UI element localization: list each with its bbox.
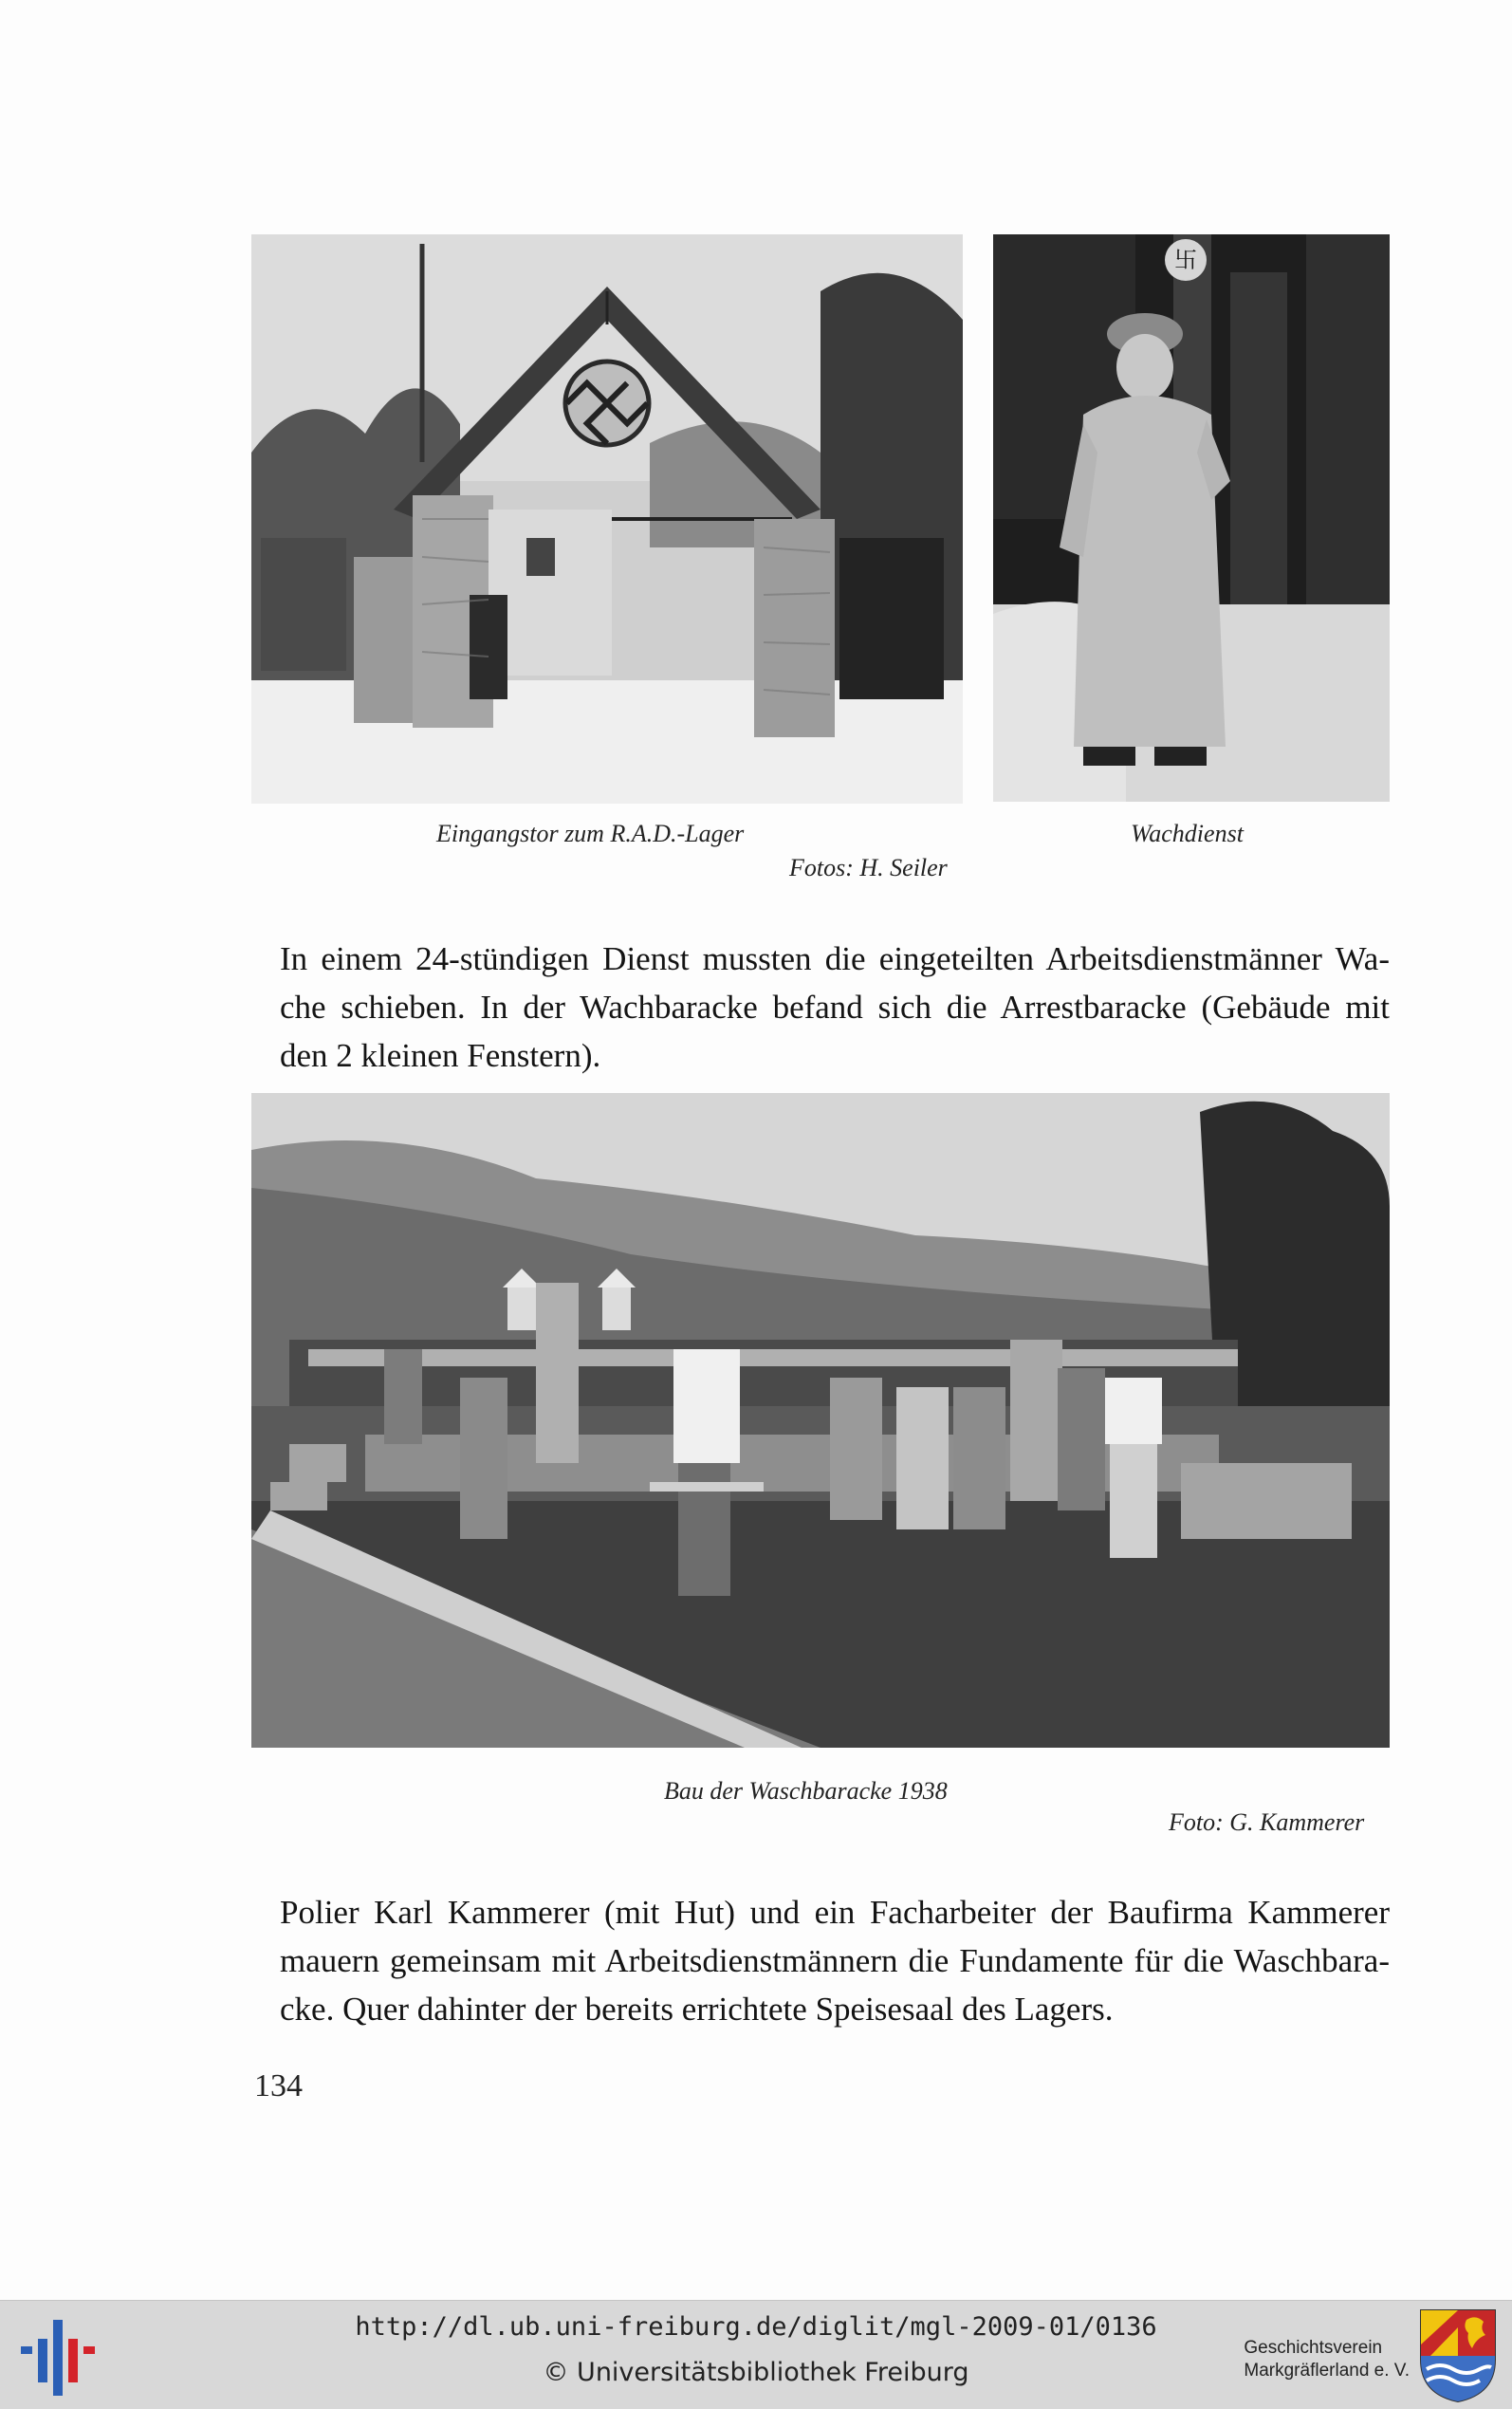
guard-photo-caption: Wachdienst [1131,820,1244,847]
construction-photo-caption: Bau der Waschbaracke 1938 [664,1777,948,1805]
gate-photo-caption: Eingangstor zum R.A.D.-Lager [436,820,745,847]
svg-text:卐: 卐 [1174,247,1197,273]
markgraeflerland-crest-icon [1417,2307,1499,2403]
gate-photo [251,234,963,804]
top-photos-credit: Fotos: H. Seiler [789,854,948,881]
paragraph-line: cke. Quer dahinter der bereits errichtete Speisesaal des Lagers. [280,1991,1114,2028]
construction-photo [251,1093,1390,1748]
document-url-text[interactable]: http://dl.ub.uni-freiburg.de/diglit/mgl-2009-01/0136 [355,2312,1157,2342]
paragraph-line: Polier Karl Kammerer (mit Hut) und ein Facharbeiter der Baufirma Kammerer [280,1894,1390,1931]
society-name [1244,2337,1410,2382]
society-name-line1: Geschichtsverein [1244,2338,1383,2358]
paragraph-line: In einem 24-stündigen Dienst mussten die eingeteilten Arbeitsdienstmänner Wa- [280,940,1390,977]
paragraph-guard-duty [280,935,1390,1080]
digital-library-footer [0,2300,1512,2409]
copyright-notice: © Universitätsbibliothek Freiburg [543,2358,969,2387]
construction-photo-credit: Foto: G. Kammerer [1169,1808,1365,1836]
paragraph-line: den 2 kleinen Fenstern). [280,1037,601,1074]
society-name-line2: Markgräflerland e. V. [1244,2361,1410,2381]
page-number: 134 [254,2068,303,2103]
paragraph-line: che schieben. In der Wachbaracke befand sich die Arrestbaracke (Gebäude mit [280,989,1390,1026]
paragraph-foundation [280,1888,1390,2033]
paragraph-line: mauern gemeinsam mit Arbeitsdienstmännern die Fundamente für die Waschbara- [280,1942,1390,1979]
guard-photo [993,234,1390,802]
